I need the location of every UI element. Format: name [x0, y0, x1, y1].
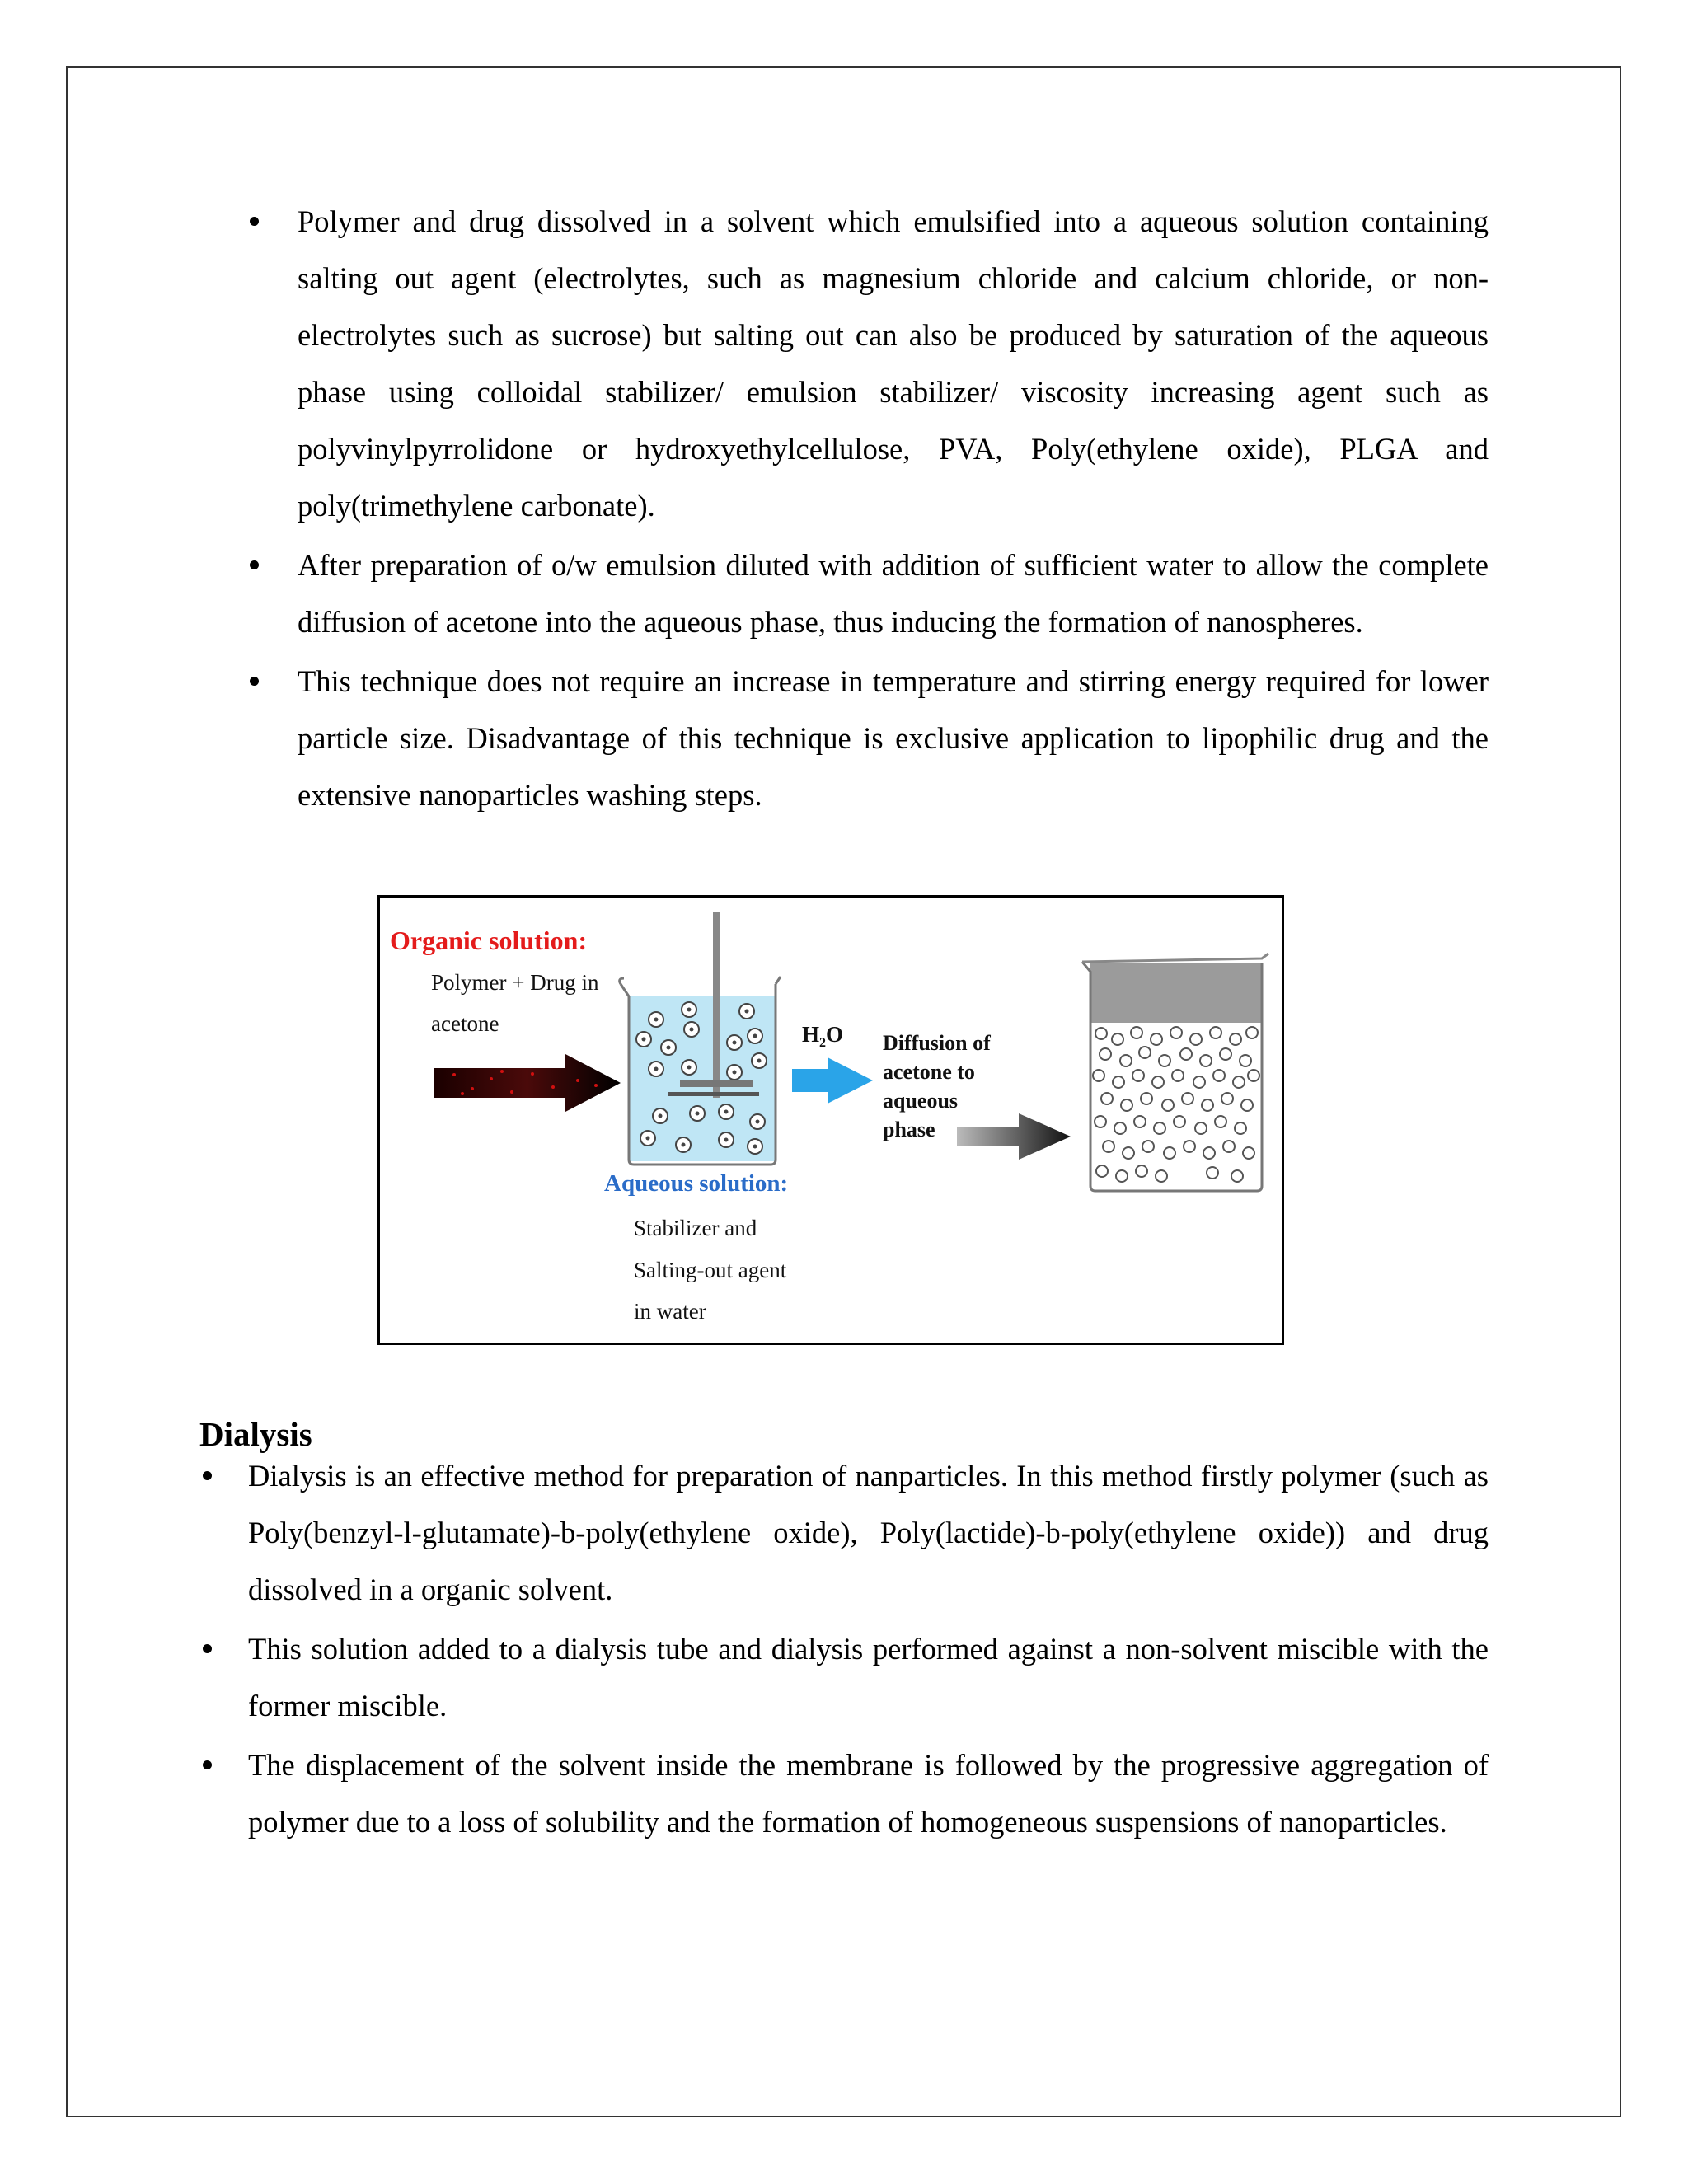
aqueous-salting-out-label: Salting-out agent	[634, 1258, 787, 1282]
list-item	[298, 653, 1489, 823]
aqueous-stabilizer-label: Stabilizer and	[634, 1216, 757, 1240]
list-item	[248, 1447, 1489, 1618]
list-item-text: After preparation of o/w emulsion diluted with addition of sufficient water to allow the complete diffusion of acetone into the aqueous phase, thus inducing the formation of nanospheres.	[298, 548, 1489, 639]
list-item-text: This technique does not require an increase in temperature and stirring energy required for lower particle size. Disadvantage of this technique is exclusive application to lipophilic drug and the extensive nanoparticles washing steps.	[298, 664, 1489, 812]
list-item	[298, 537, 1489, 650]
aqueous-water-label: in water	[634, 1299, 706, 1324]
section-title: Dialysis	[199, 1415, 312, 1453]
diffusion-label-line1: Diffusion of	[883, 1031, 991, 1055]
diffusion-label-line2: acetone to	[883, 1060, 975, 1084]
water-addition-arrow	[792, 1057, 873, 1104]
list-item	[248, 1620, 1489, 1734]
water-label: $H_2O$	[802, 1022, 844, 1050]
list-item-text: Dialysis is an effective method for preparation of nanparticles. In this method firstly polymer (such as Poly(benzyl-l-glutamate)-b-poly(ethylene oxide), Poly(lactide)-b-poly(ethylene oxide)) and drug dissolved in a organic solvent.	[248, 1459, 1489, 1606]
aqueous-solution-label: Aqueous solution:	[604, 1170, 789, 1197]
organic-input-arrow	[434, 1054, 621, 1112]
bullet-icon	[250, 217, 259, 226]
organic-solution-label: Organic solution:	[390, 926, 588, 955]
list-item	[298, 193, 1489, 534]
bullet-icon	[250, 677, 259, 686]
bullet-icon	[203, 1760, 212, 1769]
bullet-icon	[203, 1644, 212, 1653]
diffusion-label-line3: aqueous	[883, 1089, 959, 1113]
list-item-text: The displacement of the solvent inside the membrane is followed by the progressive aggregation of polymer due to a loss of solubility and the formation of homogeneous suspensions of nanoparticles.	[248, 1748, 1489, 1839]
list-item	[248, 1736, 1489, 1850]
organic-acetone-label: acetone	[431, 1011, 499, 1036]
dialysis-bullet-list	[248, 1447, 1489, 1853]
diffusion-label-line4: phase	[883, 1118, 935, 1141]
emulsion-beaker	[620, 912, 781, 1165]
nanosphere-beaker	[1082, 954, 1268, 1191]
organic-polymer-drug-label: Polymer + Drug in	[431, 970, 599, 995]
bullet-icon	[203, 1471, 212, 1480]
nanosphere-formation-arrow	[957, 1113, 1071, 1160]
list-item-text: Polymer and drug dissolved in a solvent which emulsified into a aqueous solution containing salting out agent (electrolytes, such as magnesium chloride and calcium chloride, or non- electrolytes such as sucrose) but salting out can also be produced by saturation of the aqueous phase using colloidal stabilizer/ emulsion stabilizer/ viscosity increasing agent such as polyvinylpyrrolidone or hydroxyethylcellulose, PVA, Poly(ethylene oxide), PLGA and poly(trimethylene carbonate).	[298, 204, 1489, 523]
salting-out-bullet-list	[298, 193, 1489, 826]
bullet-icon	[250, 560, 259, 569]
salting-out-diagram	[377, 895, 1284, 1345]
list-item-text: This solution added to a dialysis tube and dialysis performed against a non-solvent miscible with the former miscible.	[248, 1632, 1489, 1722]
